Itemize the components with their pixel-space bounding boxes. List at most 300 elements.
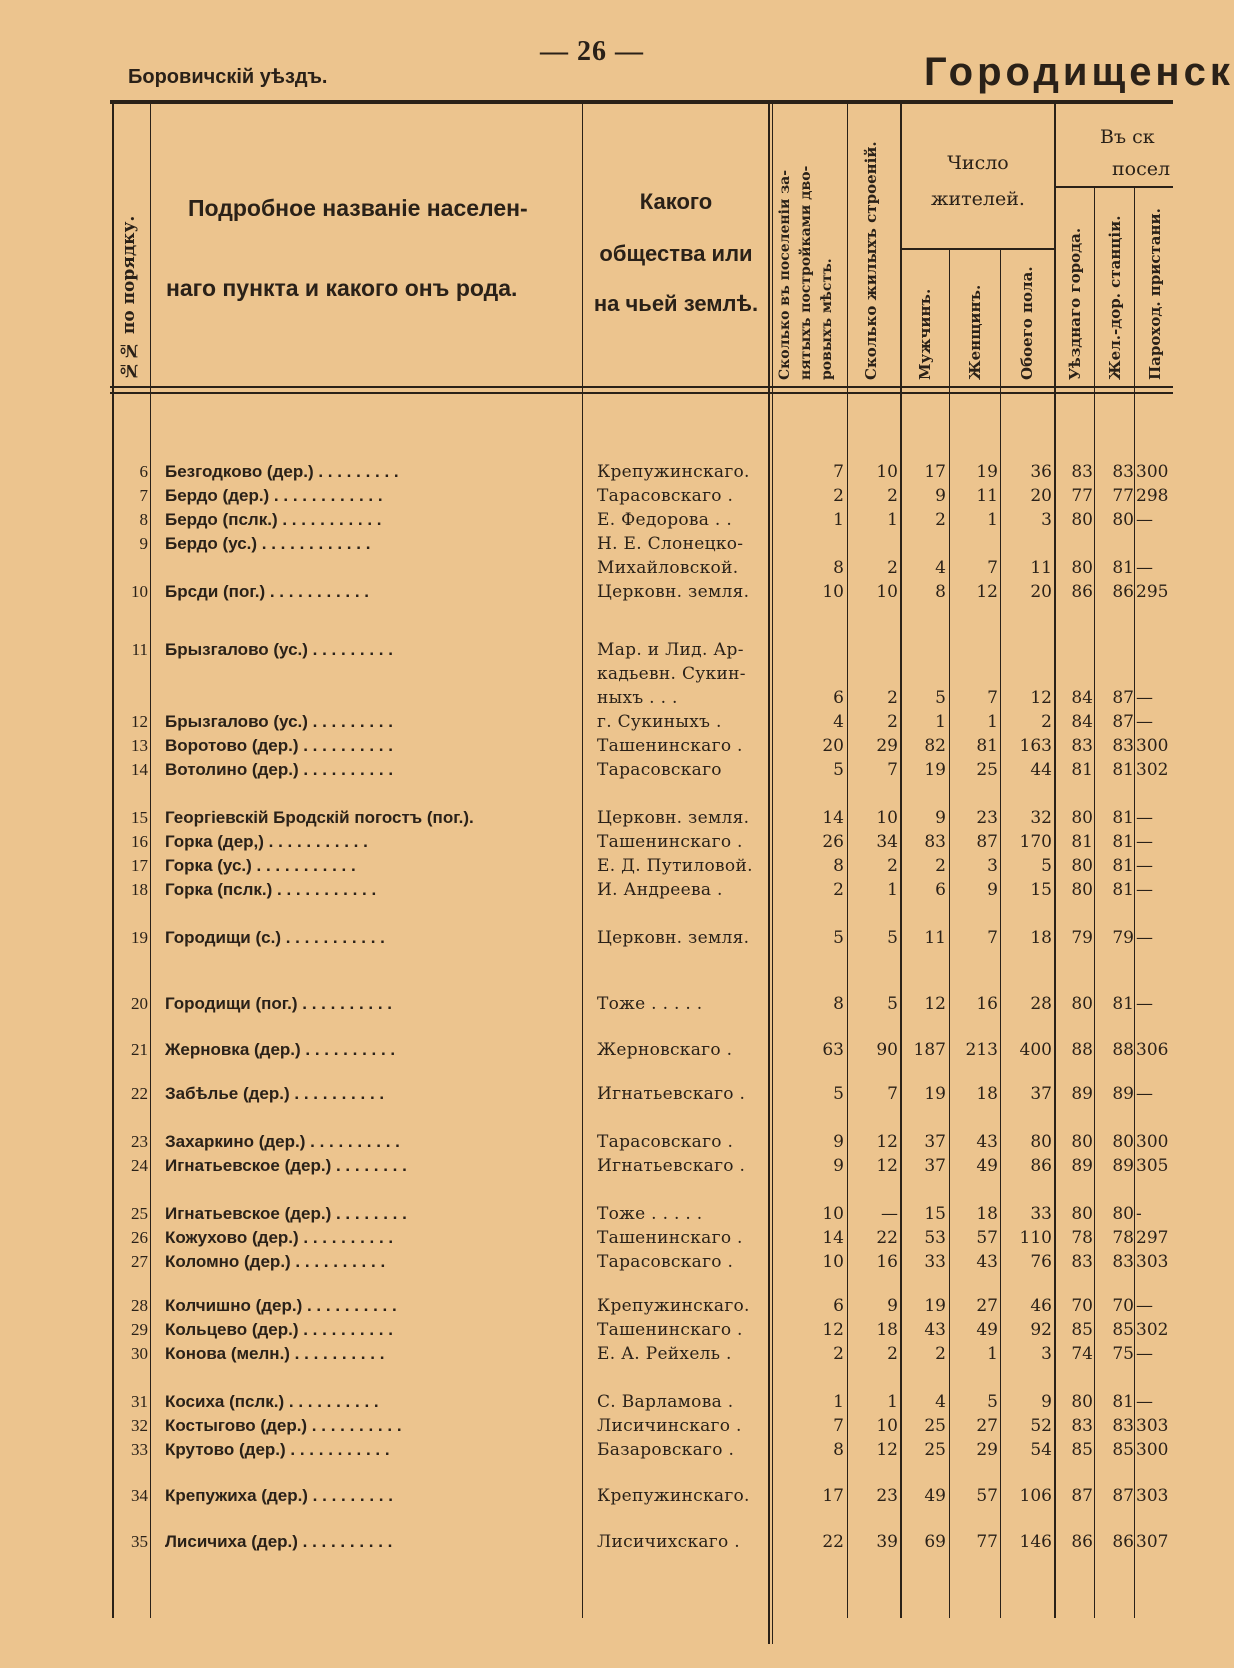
cell-buildings: 39 <box>876 1532 898 1552</box>
cell-men: 187 <box>913 1040 946 1060</box>
cell-society: Тоже . . . . . <box>597 994 703 1014</box>
cell-name: Косиха (пслк.) . . . . . . . . . . <box>165 1392 379 1411</box>
table-row <box>0 1226 1173 1250</box>
cell-rail: 83 <box>1112 462 1134 482</box>
cell-dcity: 79 <box>1071 928 1093 948</box>
cell-rail: 81 <box>1112 994 1134 1014</box>
col-header-order: №№ по порядку. <box>119 215 139 380</box>
cell-yards: 1 <box>833 1392 844 1412</box>
cell-dcity: 80 <box>1071 994 1093 1014</box>
cell-num: 19 <box>131 928 148 947</box>
cell-name: Городищи (пог.) . . . . . . . . . . <box>165 994 393 1013</box>
cell-dcity: 78 <box>1071 1228 1093 1248</box>
cell-buildings: 12 <box>876 1440 898 1460</box>
top-rule <box>110 100 1173 104</box>
cell-society: Ташенинскаго . <box>597 832 743 852</box>
cell-women: 11 <box>976 486 998 506</box>
cell-yards: 8 <box>833 856 844 876</box>
cell-society: Тарасовскаго <box>597 760 722 780</box>
cell-port: — <box>1136 558 1153 578</box>
cell-men: 4 <box>935 1392 946 1412</box>
cell-port: 303 <box>1136 1486 1169 1506</box>
table-row <box>0 1154 1173 1178</box>
cell-total: 146 <box>1019 1532 1052 1552</box>
cell-women: 18 <box>976 1204 998 1224</box>
cell-port: 303 <box>1136 1416 1169 1436</box>
cell-num: 14 <box>131 760 148 779</box>
cell-women: 23 <box>976 808 998 828</box>
cell-yards: 14 <box>822 1228 844 1248</box>
cell-yards: 2 <box>833 486 844 506</box>
cell-num: 10 <box>131 582 148 601</box>
cell-society: Е. Федорова . . <box>597 510 733 530</box>
table-row <box>0 806 1173 830</box>
cell-men: 15 <box>924 1204 946 1224</box>
cell-name: Горка (дер,) . . . . . . . . . . . <box>165 832 368 851</box>
cell-num: 35 <box>131 1532 148 1551</box>
cell-rail: 87 <box>1112 688 1134 708</box>
cell-buildings: 5 <box>887 994 898 1014</box>
table-row <box>0 1530 1173 1554</box>
cell-women: 77 <box>976 1532 998 1552</box>
cell-num: 22 <box>131 1084 148 1103</box>
cell-dcity: 84 <box>1071 712 1093 732</box>
cell-name: Брсди (пог.) . . . . . . . . . . . <box>165 582 370 601</box>
cell-men: 19 <box>924 1084 946 1104</box>
cell-total: 163 <box>1019 736 1052 756</box>
cell-women: 19 <box>976 462 998 482</box>
cell-port: 300 <box>1136 1132 1169 1152</box>
cell-women: 81 <box>976 736 998 756</box>
cell-num: 32 <box>131 1416 148 1435</box>
col-header-society-line3: на чьей землѣ. <box>593 291 759 316</box>
cell-buildings: 18 <box>876 1320 898 1340</box>
col-header-distance-2: посел <box>1112 158 1171 180</box>
cell-society: Церковн. земля. <box>597 928 750 948</box>
cell-port: — <box>1136 832 1153 852</box>
volost-title: Городищенск <box>924 50 1234 94</box>
cell-men: 25 <box>924 1440 946 1460</box>
cell-num: 20 <box>131 994 148 1013</box>
cell-men: 49 <box>924 1486 946 1506</box>
cell-society: Крепужинскаго. <box>597 1296 750 1316</box>
cell-society: Ташенинскаго . <box>597 1320 743 1340</box>
cell-men: 12 <box>924 994 946 1014</box>
cell-men: 9 <box>935 486 946 506</box>
cell-rail: 89 <box>1112 1084 1134 1104</box>
cell-total: 92 <box>1030 1320 1052 1340</box>
cell-name: Георгіевскій Бродскій погостъ (пог.). <box>165 808 474 827</box>
table-row <box>0 556 1173 580</box>
cell-buildings: 9 <box>887 1296 898 1316</box>
table-row <box>0 734 1173 758</box>
cell-total: 46 <box>1030 1296 1052 1316</box>
header-bottom-rule-2 <box>110 392 1173 394</box>
cell-society: И. Андреева . <box>597 880 723 900</box>
cell-society: Базаровскаго . <box>597 1440 735 1460</box>
cell-women: 1 <box>987 510 998 530</box>
cell-men: 25 <box>924 1416 946 1436</box>
cell-rail: 88 <box>1112 1040 1134 1060</box>
cell-dcity: 83 <box>1071 462 1093 482</box>
cell-women: 29 <box>976 1440 998 1460</box>
cell-buildings: 2 <box>887 486 898 506</box>
cell-buildings: 10 <box>876 1416 898 1436</box>
cell-men: 83 <box>924 832 946 852</box>
table-row <box>0 758 1173 782</box>
table-row <box>0 1130 1173 1154</box>
cell-women: 49 <box>976 1156 998 1176</box>
cell-women: 1 <box>987 712 998 732</box>
table-row <box>0 662 1173 686</box>
cell-men: 69 <box>924 1532 946 1552</box>
cell-num: 9 <box>139 534 148 553</box>
cell-yards: 12 <box>822 1320 844 1340</box>
cell-port: 305 <box>1136 1156 1169 1176</box>
cell-port: — <box>1136 928 1153 948</box>
cell-num: 21 <box>131 1040 148 1059</box>
cell-men: 8 <box>935 582 946 602</box>
cell-men: 2 <box>935 1344 946 1364</box>
cell-society: Михайловской. <box>597 558 739 578</box>
cell-women: 87 <box>976 832 998 852</box>
cell-total: 12 <box>1030 688 1052 708</box>
cell-dcity: 83 <box>1071 736 1093 756</box>
table-row <box>0 532 1173 556</box>
cell-buildings: 90 <box>876 1040 898 1060</box>
cell-dcity: 80 <box>1071 808 1093 828</box>
cell-name: Брызгалово (ус.) . . . . . . . . . <box>165 640 393 659</box>
col-header-men: Мужчинъ. <box>916 288 934 380</box>
cell-men: 33 <box>924 1252 946 1272</box>
distance-subrule <box>1054 186 1173 188</box>
cell-yards: 5 <box>833 1084 844 1104</box>
cell-women: 43 <box>976 1252 998 1272</box>
cell-rail: 85 <box>1112 1440 1134 1460</box>
cell-buildings: 1 <box>887 880 898 900</box>
cell-name: Колчишно (дер.) . . . . . . . . . . <box>165 1296 397 1315</box>
cell-port: 306 <box>1136 1040 1169 1060</box>
cell-men: 43 <box>924 1320 946 1340</box>
table-row <box>0 638 1173 662</box>
cell-society: Тарасовскаго . <box>597 486 734 506</box>
cell-name: Крутово (дер.) . . . . . . . . . . . <box>165 1440 390 1459</box>
cell-women: 1 <box>987 1344 998 1364</box>
cell-rail: 80 <box>1112 1204 1134 1224</box>
cell-total: 110 <box>1019 1228 1052 1248</box>
cell-society: г. Сукиныхъ . <box>597 712 722 732</box>
cell-rail: 77 <box>1112 486 1134 506</box>
col-header-women: Женщинъ. <box>966 284 984 380</box>
col-header-pier: Пароход. пристани. <box>1146 208 1164 380</box>
cell-buildings: 29 <box>876 736 898 756</box>
cell-rail: 81 <box>1112 1392 1134 1412</box>
cell-women: 49 <box>976 1320 998 1340</box>
table-row <box>0 1294 1173 1318</box>
cell-men: 9 <box>935 808 946 828</box>
cell-num: 31 <box>131 1392 148 1411</box>
cell-yards: 2 <box>833 880 844 900</box>
cell-total: 18 <box>1030 928 1052 948</box>
cell-yards: 7 <box>833 1416 844 1436</box>
cell-men: 4 <box>935 558 946 578</box>
cell-men: 2 <box>935 510 946 530</box>
cell-women: 18 <box>976 1084 998 1104</box>
cell-total: 3 <box>1041 510 1052 530</box>
cell-men: 11 <box>924 928 946 948</box>
cell-buildings: — <box>881 1204 898 1224</box>
cell-name: Городищи (с.) . . . . . . . . . . . <box>165 928 385 947</box>
cell-port: 298 <box>1136 486 1169 506</box>
cell-women: 57 <box>976 1228 998 1248</box>
cell-total: 106 <box>1019 1486 1052 1506</box>
cell-name: Воротово (дер.) . . . . . . . . . . <box>165 736 393 755</box>
cell-women: 7 <box>987 688 998 708</box>
cell-name: Вотолино (дер.) . . . . . . . . . . <box>165 760 394 779</box>
cell-yards: 6 <box>833 1296 844 1316</box>
table-row <box>0 830 1173 854</box>
cell-rail: 87 <box>1112 712 1134 732</box>
cell-rail: 81 <box>1112 880 1134 900</box>
cell-rail: 83 <box>1112 1416 1134 1436</box>
cell-buildings: 1 <box>887 1392 898 1412</box>
cell-buildings: 2 <box>887 856 898 876</box>
table-row <box>0 1038 1173 1062</box>
cell-num: 27 <box>131 1252 148 1271</box>
cell-men: 37 <box>924 1156 946 1176</box>
cell-yards: 2 <box>833 1344 844 1364</box>
table-row <box>0 1250 1173 1274</box>
cell-buildings: 34 <box>876 832 898 852</box>
table-row <box>0 1438 1173 1462</box>
cell-num: 26 <box>131 1228 148 1247</box>
cell-port: — <box>1136 510 1153 530</box>
cell-society: Лисичинскаго . <box>597 1416 742 1436</box>
cell-society: С. Варламова . <box>597 1392 734 1412</box>
cell-men: 17 <box>924 462 946 482</box>
cell-yards: 14 <box>822 808 844 828</box>
cell-buildings: 22 <box>876 1228 898 1248</box>
cell-total: 3 <box>1041 1344 1052 1364</box>
cell-num: 33 <box>131 1440 148 1459</box>
cell-port: — <box>1136 1392 1153 1412</box>
cell-total: 2 <box>1041 712 1052 732</box>
cell-yards: 5 <box>833 928 844 948</box>
cell-yards: 8 <box>833 1440 844 1460</box>
cell-num: 24 <box>131 1156 148 1175</box>
cell-society: Мар. и Лид. Ар- <box>597 640 744 660</box>
cell-society: Тарасовскаго . <box>597 1252 734 1272</box>
cell-num: 34 <box>131 1486 148 1505</box>
cell-num: 12 <box>131 712 148 731</box>
cell-dcity: 83 <box>1071 1252 1093 1272</box>
cell-total: 11 <box>1030 558 1052 578</box>
cell-buildings: 2 <box>887 1344 898 1364</box>
col-header-district-city: Уѣзднаго города. <box>1066 227 1084 380</box>
cell-yards: 9 <box>833 1156 844 1176</box>
cell-yards: 10 <box>822 1252 844 1272</box>
cell-yards: 8 <box>833 558 844 578</box>
col-header-name-line1: Подробное названіе населен- <box>188 195 528 221</box>
cell-society: Тарасовскаго . <box>597 1132 734 1152</box>
cell-rail: 81 <box>1112 558 1134 578</box>
cell-women: 7 <box>987 928 998 948</box>
cell-total: 20 <box>1030 582 1052 602</box>
cell-total: 20 <box>1030 486 1052 506</box>
cell-buildings: 12 <box>876 1132 898 1152</box>
cell-buildings: 2 <box>887 558 898 578</box>
cell-total: 86 <box>1030 1156 1052 1176</box>
cell-dcity: 80 <box>1071 510 1093 530</box>
cell-num: 30 <box>131 1344 148 1363</box>
cell-society: Игнатьевскаго . <box>597 1156 746 1176</box>
cell-name: Лисичиха (дер.) . . . . . . . . . . <box>165 1532 393 1551</box>
cell-name: Игнатьевское (дер.) . . . . . . . . <box>165 1156 407 1175</box>
cell-port: — <box>1136 808 1153 828</box>
cell-port: 303 <box>1136 1252 1169 1272</box>
cell-name: Жерновка (дер.) . . . . . . . . . . <box>165 1040 396 1059</box>
cell-port: — <box>1136 1296 1153 1316</box>
col-header-buildings: Сколько жилыхъ строеній. <box>862 141 880 380</box>
cell-total: 5 <box>1041 856 1052 876</box>
cell-port: 295 <box>1136 582 1169 602</box>
table-row <box>0 1484 1173 1508</box>
cell-name: Конова (мелн.) . . . . . . . . . . <box>165 1344 385 1363</box>
cell-num: 29 <box>131 1320 148 1339</box>
cell-total: 400 <box>1019 1040 1052 1060</box>
cell-buildings: 7 <box>887 1084 898 1104</box>
cell-total: 76 <box>1030 1252 1052 1272</box>
cell-name: Брызгалово (ус.) . . . . . . . . . <box>165 712 393 731</box>
cell-name: Забѣлье (дер.) . . . . . . . . . . <box>165 1084 385 1103</box>
cell-rail: 80 <box>1112 1132 1134 1152</box>
cell-yards: 26 <box>822 832 844 852</box>
cell-society: ныхъ . . . <box>597 688 678 708</box>
cell-rail: 70 <box>1112 1296 1134 1316</box>
cell-port: — <box>1136 994 1153 1014</box>
table-row <box>0 1318 1173 1342</box>
table-row <box>0 686 1173 710</box>
cell-yards: 4 <box>833 712 844 732</box>
cell-name: Кожухово (дер.) . . . . . . . . . . <box>165 1228 394 1247</box>
col-header-society-line1: Какого <box>639 189 713 214</box>
cell-name: Безгодково (дер.) . . . . . . . . . <box>165 462 399 481</box>
cell-port: — <box>1136 1344 1153 1364</box>
cell-yards: 10 <box>822 1204 844 1224</box>
cell-name: Горка (пслк.) . . . . . . . . . . . <box>165 880 377 899</box>
cell-rail: 79 <box>1112 928 1134 948</box>
cell-yards: 8 <box>833 994 844 1014</box>
cell-name: Крепужиха (дер.) . . . . . . . . . <box>165 1486 393 1505</box>
cell-society: Крепужинскаго. <box>597 1486 750 1506</box>
table-row <box>0 992 1173 1016</box>
cell-total: 15 <box>1030 880 1052 900</box>
cell-dcity: 86 <box>1071 1532 1093 1552</box>
cell-rail: 89 <box>1112 1156 1134 1176</box>
cell-buildings: 12 <box>876 1156 898 1176</box>
cell-rail: 81 <box>1112 808 1134 828</box>
cell-rail: 85 <box>1112 1320 1134 1340</box>
cell-total: 54 <box>1030 1440 1052 1460</box>
table-row <box>0 460 1173 484</box>
cell-yards: 9 <box>833 1132 844 1152</box>
cell-port: — <box>1136 1084 1153 1104</box>
cell-port: 302 <box>1136 760 1169 780</box>
cell-port: 300 <box>1136 1440 1169 1460</box>
cell-dcity: 80 <box>1071 558 1093 578</box>
cell-society: Н. Е. Слонецко- <box>597 534 744 554</box>
cell-total: 37 <box>1030 1084 1052 1104</box>
cell-men: 82 <box>924 736 946 756</box>
cell-dcity: 83 <box>1071 1416 1093 1436</box>
cell-total: 36 <box>1030 462 1052 482</box>
cell-buildings: 10 <box>876 462 898 482</box>
cell-num: 16 <box>131 832 148 851</box>
cell-dcity: 74 <box>1071 1344 1093 1364</box>
col-header-yards: Сколько въ поселеніи за- нятыхъ постройками дво- ровыхъ мѣстъ. <box>777 165 835 380</box>
cell-port: — <box>1136 712 1153 732</box>
cell-rail: 75 <box>1112 1344 1134 1364</box>
cell-dcity: 80 <box>1071 1392 1093 1412</box>
cell-port: — <box>1136 856 1153 876</box>
cell-num: 17 <box>131 856 148 875</box>
cell-yards: 1 <box>833 510 844 530</box>
cell-society: Тоже . . . . . <box>597 1204 703 1224</box>
table-row <box>0 710 1173 734</box>
cell-name: Кольцево (дер.) . . . . . . . . . . <box>165 1320 393 1339</box>
cell-society: Церковн. земля. <box>597 808 750 828</box>
cell-yards: 17 <box>822 1486 844 1506</box>
cell-total: 28 <box>1030 994 1052 1014</box>
cell-yards: 22 <box>822 1532 844 1552</box>
cell-num: 8 <box>139 510 148 529</box>
cell-yards: 6 <box>833 688 844 708</box>
cell-total: 44 <box>1030 760 1052 780</box>
cell-num: 6 <box>139 462 148 481</box>
cell-rail: 81 <box>1112 760 1134 780</box>
cell-dcity: 80 <box>1071 1204 1093 1224</box>
cell-port: — <box>1136 880 1153 900</box>
cell-dcity: 81 <box>1071 832 1093 852</box>
cell-port: - <box>1136 1204 1142 1224</box>
cell-yards: 5 <box>833 760 844 780</box>
table-row <box>0 508 1173 532</box>
district-title: Боровичскій уѣздъ. <box>128 66 328 88</box>
col-header-total: Обоего пола. <box>1018 266 1036 380</box>
cell-dcity: 70 <box>1071 1296 1093 1316</box>
cell-num: 28 <box>131 1296 148 1315</box>
cell-society: кадьевн. Сукин- <box>597 664 746 684</box>
cell-buildings: 10 <box>876 582 898 602</box>
cell-dcity: 81 <box>1071 760 1093 780</box>
cell-name: Бердо (пслк.) . . . . . . . . . . . <box>165 510 382 529</box>
cell-men: 19 <box>924 760 946 780</box>
cell-rail: 80 <box>1112 510 1134 530</box>
cell-women: 3 <box>987 856 998 876</box>
cell-society: Жерновскаго . <box>597 1040 733 1060</box>
cell-society: Е. Д. Путиловой. <box>597 856 753 876</box>
cell-num: 13 <box>131 736 148 755</box>
cell-port: 300 <box>1136 462 1169 482</box>
cell-port: 300 <box>1136 736 1169 756</box>
cell-women: 12 <box>976 582 998 602</box>
cell-rail: 87 <box>1112 1486 1134 1506</box>
table-row <box>0 1082 1173 1106</box>
cell-total: 9 <box>1041 1392 1052 1412</box>
cell-society: Крепужинскаго. <box>597 462 750 482</box>
cell-dcity: 80 <box>1071 856 1093 876</box>
cell-society: Игнатьевскаго . <box>597 1084 746 1104</box>
